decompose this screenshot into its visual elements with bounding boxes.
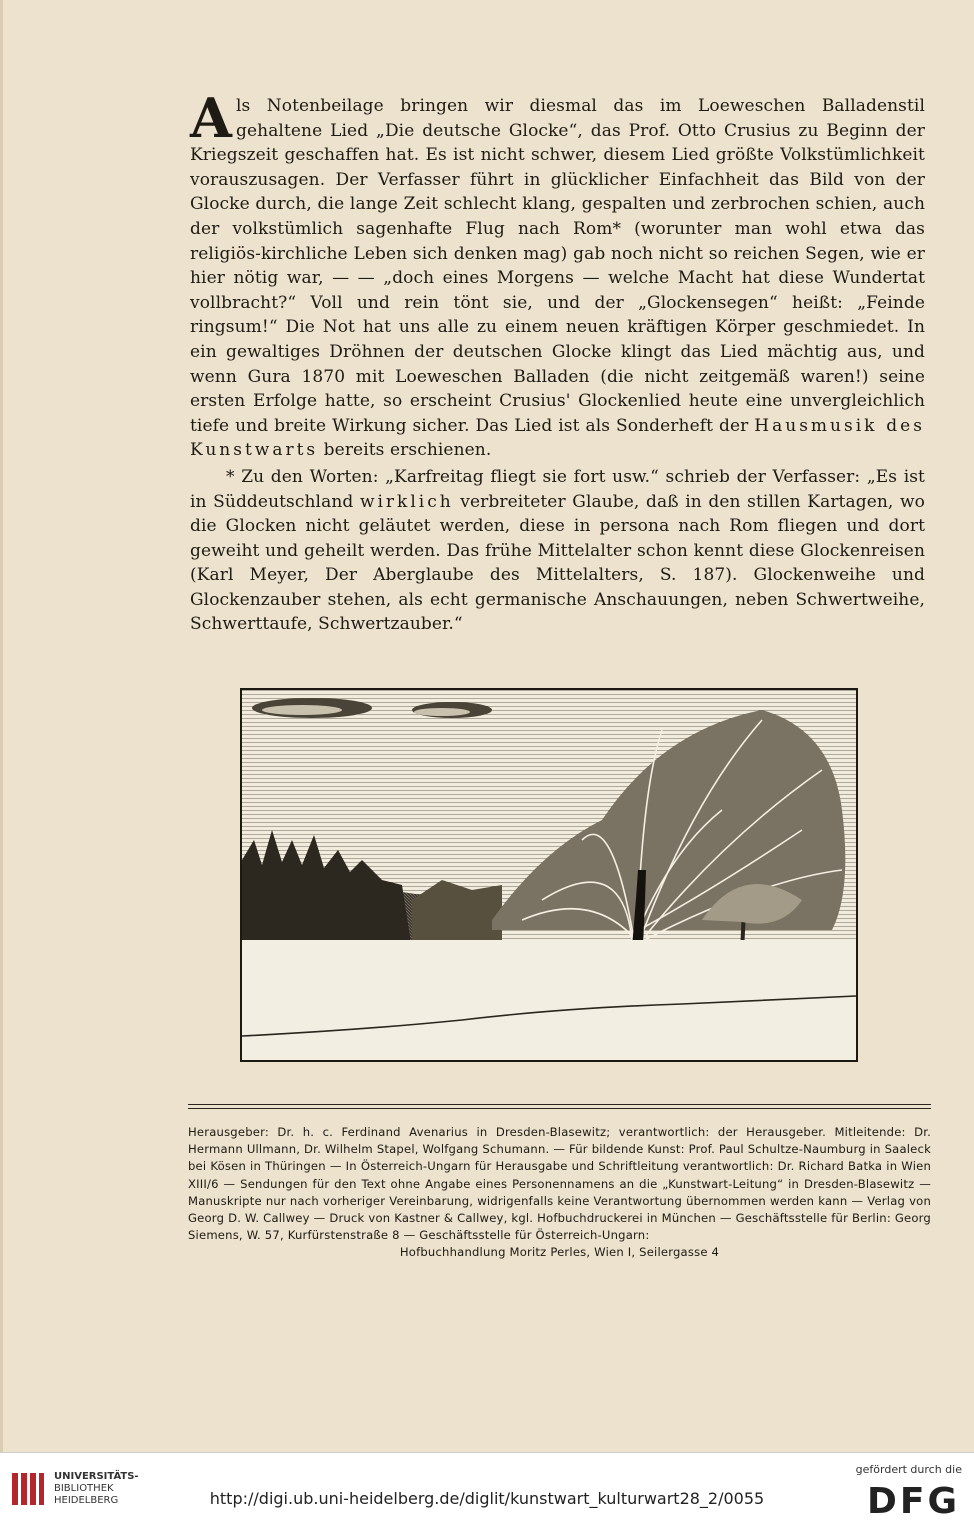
footer-bar: [0, 1452, 974, 1531]
illustration-drawing: [242, 690, 856, 1060]
cloud: [262, 705, 342, 715]
footnote: [190, 465, 925, 637]
library-line-1: UNIVERSITÄTS-: [54, 1471, 139, 1482]
footnote-spaced-word: wirklich: [359, 491, 454, 512]
drop-cap: A: [190, 86, 232, 150]
imprint: [188, 1124, 931, 1262]
paragraph-end: bereits erschienen.: [323, 440, 492, 461]
library-line-3: HEIDELBERG: [54, 1495, 119, 1506]
imprint-last-line: Hofbuchhandlung Moritz Perles, Wien I, Seilergasse 4: [399, 1245, 720, 1260]
winter-tree-illustration: [240, 688, 858, 1062]
footnote-text-a: * Zu den Worten: „Karfreitag fliegt sie fort usw.“ schrieb der Verfasser: „Es ist in Süddeutschland: [190, 466, 925, 512]
article-paragraph: [190, 86, 925, 463]
source-url[interactable]: http://digi.ub.uni-heidelberg.de/diglit/kunstwart_kulturwart28_2/0055: [209, 1489, 765, 1508]
imprint-text: Herausgeber: Dr. h. c. Ferdinand Avenarius in Dresden-Blasewitz; verantwortlich: der Herausgeber. Mitleitende: Dr. Hermann Ullmann, Dr. Wilhelm Stapel, Wolfgang Schumann. — Für bildende Kunst: Prof. Paul Schultze-Naumburg in Saaleck bei Kösen in Thüringen — In Österreich-Ungarn für Herausgabe und Schriftleitung verantwortlich: Dr. Richard Batka in Wien XIII/6 — Sendungen für den Text ohne Angabe eines Personennamens an die „Kunstwart-Leitung“ in Dresden-Blasewitz — Manuskripte nur nach vorheriger Vereinbarung, widrigenfalls keine Verantwortung übernommen werden kann — Verlag von Georg D. W. Callwey — Druck von Kastner & Callwey, kgl. Hofbuchdruckerei in München — Geschäftsstelle für Berlin: Georg Siemens, W. 57, Kurfürstenstraße 8 — Geschäftsstelle für Österreich-Ungarn:: [188, 1125, 931, 1243]
funding-note: gefördert durch die: [855, 1463, 962, 1476]
divider-rule: [188, 1108, 931, 1109]
spaced-term: Hausmusik des Kunstwarts: [190, 415, 925, 461]
article-text: [190, 86, 925, 637]
page-edge: [0, 0, 3, 1452]
library-line-2: BIBLIOTHEK: [54, 1483, 114, 1494]
paragraph-text: ls Notenbeilage bringen wir diesmal das im Loeweschen Balladenstil gehaltene Lied „Die deutsche Glocke“, das Prof. Otto Crusius zu Beginn der Kriegszeit geschaffen hat. Es ist nicht schwer, diesem Lied größte Volkstümlichkeit vorauszusagen. Der Verfasser führt in glücklicher Einfachheit das Bild von der Glocke durch, die lange Zeit schlecht klang, gespalten und zerbrochen schien, auch der volkstümlich sagenhafte Flug nach Rom* (worunter man wohl etwa das religiös-kirchliche Leben sich denken mag) gab noch nicht so reichen Segen, wie er hier nötig war, — — „doch eines Morgens — welche Macht hat diese Wundertat vollbracht?“ Voll und rein tönt sie, und der „Glockensegen“ heißt: „Feinde ringsum!“ Die Not hat uns alle zu einem neuen kräftigen Körper geschmiedet. In ein gewaltiges Dröhnen der deutschen Glocke klingt das Lied mächtig aus, und wenn Gura 1870 mit Loeweschen Balladen (die nicht zeitgemäß waren!) seine ersten Erfolge hatte, so erscheint Crusius' Glockenlied heute eine unvergleichlich tiefe und breite Wirkung sicher. Das Lied ist als Sonderheft der: [190, 96, 925, 436]
dfg-logo: DFG: [866, 1481, 960, 1522]
cloud: [414, 708, 470, 716]
divider-rule: [188, 1104, 931, 1105]
footnote-text-b: verbreiteter Glaube, daß in den stillen Kartagen, wo die Glocken nicht geläutet werden, diese in persona nach Rom fliegen und dort geweiht und geheilt werden. Das frühe Mittelalter schon kennt diese Glockenreisen (Karl Meyer, Der Aberglaube des Mittelalters, S. 187). Glockenweihe und Glockenzauber stehen, als echt germanische Anschauungen, neben Schwertweihe, Schwerttaufe, Schwertzauber.“: [190, 491, 925, 635]
